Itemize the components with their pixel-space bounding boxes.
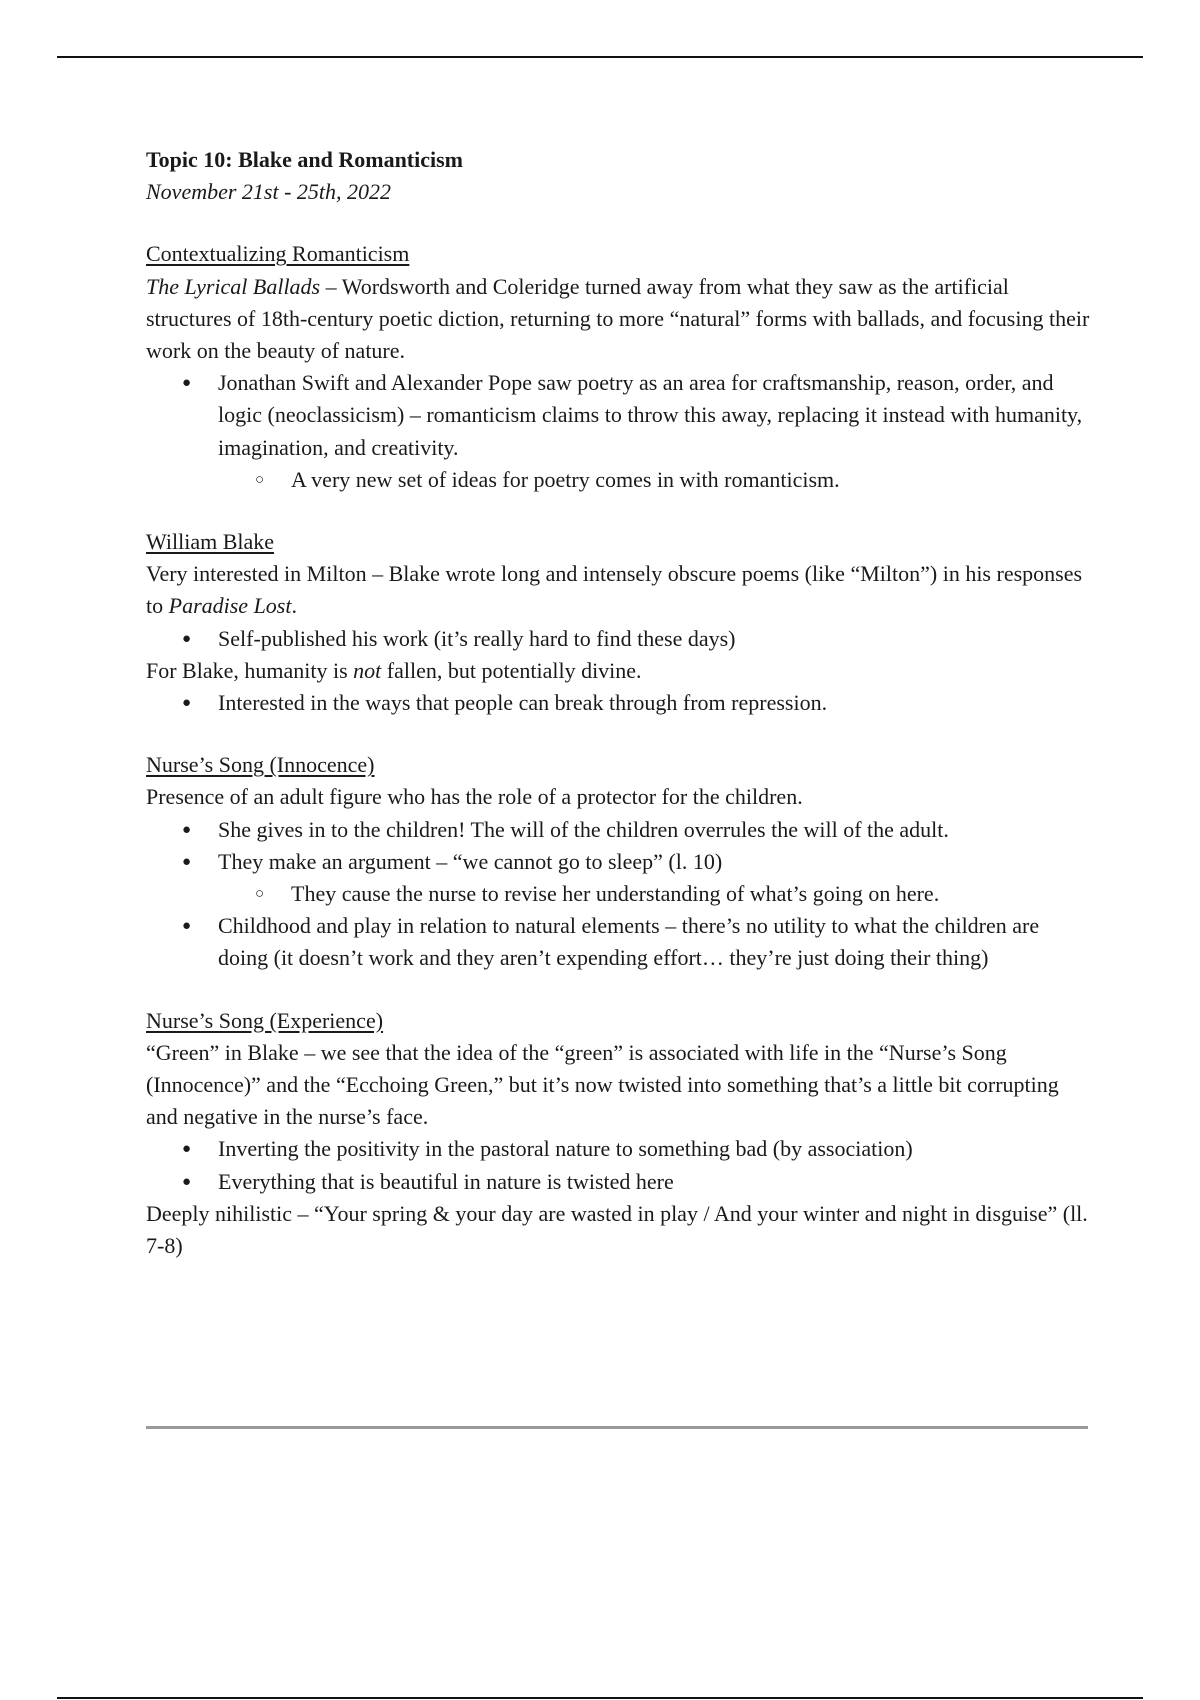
bullet-item: ● Interested in the ways that people can break through from repression. — [146, 687, 1091, 719]
paragraph-text: For Blake, humanity is — [146, 657, 354, 683]
document-date: November 21st - 25th, 2022 — [146, 179, 392, 205]
book-title: Paradise Lost — [168, 593, 292, 619]
footer-divider — [146, 1426, 1088, 1429]
paragraph-text: fallen, but potentially divine. — [381, 657, 642, 683]
book-title: The Lyrical Ballads — [146, 273, 321, 299]
bullet-list — [146, 623, 1091, 655]
bullet-item: ● Jonathan Swift and Alexander Pope saw poetry as an area for craftsmanship, reason, order, and logic (neoclassicism) – romanticism claims to throw this away, replacing it instead with humanity, imagination, and creativity. — [146, 367, 1091, 464]
section-heading: Nurse’s Song (Innocence) — [146, 752, 375, 778]
sub-bullet-item: ○ They cause the nurse to revise her understanding of what’s going on here. — [146, 878, 1091, 910]
bottom-page-rule — [57, 1697, 1143, 1699]
bullet-list — [146, 910, 1091, 974]
section-contextualizing-romanticism — [146, 238, 1091, 496]
document-body — [146, 144, 1091, 1262]
bullet-list — [146, 814, 1091, 878]
document-title: Topic 10: Blake and Romanticism — [146, 147, 464, 172]
paragraph-text: . — [291, 593, 297, 619]
paragraph: Deeply nihilistic – “Your spring & your day are wasted in play / And your winter and night in disguise” (ll. 7-8) — [146, 1200, 1088, 1259]
section-heading: Nurse’s Song (Experience) — [146, 1007, 384, 1033]
bullet-list — [146, 687, 1091, 719]
bullet-item: ● Self-published his work (it’s really hard to find these days) — [146, 623, 1091, 655]
sub-bullet-list — [146, 878, 1091, 910]
bullet-list — [146, 367, 1091, 464]
bullet-item: ● She gives in to the children! The will of the children overrules the will of the adult. — [146, 814, 1091, 846]
paragraph-text: – Wordsworth and Coleridge turned away from what they saw as the artificial structures of 18th-century poetic diction, returning to more “natural” forms with ballads, and focusing their work on the beauty of nature. — [146, 273, 1090, 364]
paragraph — [146, 558, 1091, 622]
bullet-item: ● Inverting the positivity in the pastoral nature to something bad (by association) — [146, 1133, 1091, 1165]
paragraph: “Green” in Blake – we see that the idea of the “green” is associated with life in the “Nurse’s Song (Innocence)” and the “Ecchoing Green,” but it’s now twisted into something that’s a little bit corrupting and negative in the nurse’s face. — [146, 1039, 1059, 1130]
paragraph — [146, 655, 1091, 687]
paragraph — [146, 271, 1091, 368]
section-nurses-song-innocence — [146, 749, 1091, 974]
section-heading: William Blake — [146, 529, 275, 555]
emphasis-text: not — [353, 657, 382, 683]
bullet-list — [146, 1133, 1091, 1197]
bullet-item: ● They make an argument – “we cannot go to sleep” (l. 10) — [146, 846, 1091, 878]
sub-bullet-list — [146, 464, 1091, 496]
bullet-item: ● Everything that is beautiful in nature is twisted here — [146, 1166, 1091, 1198]
sub-bullet-item: ○ A very new set of ideas for poetry comes in with romanticism. — [146, 464, 1091, 496]
top-page-rule — [57, 56, 1143, 58]
section-nurses-song-experience — [146, 1005, 1091, 1263]
section-william-blake — [146, 526, 1091, 719]
section-heading: Contextualizing Romanticism — [146, 241, 410, 267]
bullet-item: ● Childhood and play in relation to natural elements – there’s no utility to what the children are doing (it doesn’t work and they aren’t expending effort… they’re just doing their thing) — [146, 910, 1091, 974]
paragraph-text: Very interested in Milton – Blake wrote long and intensely obscure poems (like “Milton”) in his responses to — [146, 561, 1083, 619]
paragraph: Presence of an adult figure who has the role of a protector for the children. — [146, 784, 803, 810]
